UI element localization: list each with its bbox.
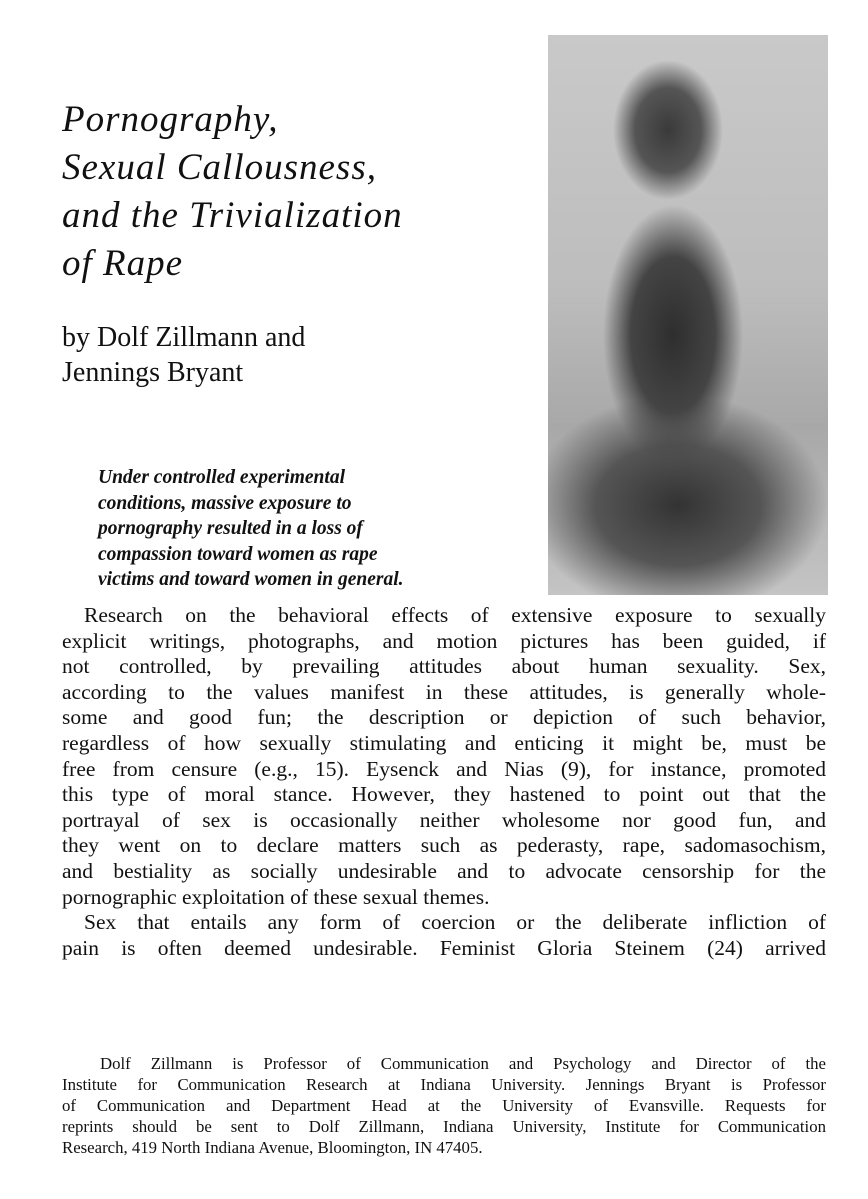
byline-line: by Dolf Zillmann and — [62, 322, 306, 353]
body-text — [62, 603, 826, 961]
title-line: of Rape — [62, 243, 184, 284]
body-line: regardless of how sexually stimulating and enticing it might be, must be — [62, 730, 826, 755]
body-line: some and good fun; the description or depiction of such behavior, — [62, 705, 826, 730]
body-line: free from censure (e.g., 15). Eysenck and Nias (9), for instance, promoted — [62, 756, 826, 781]
seated-woman-illustration — [548, 35, 828, 595]
abstract-line: compassion toward women as rape — [98, 543, 378, 565]
body-line: pornographic exploitation of these sexual themes. — [62, 884, 490, 909]
body-line: Sex that entails any form of coercion or the deliberate infliction of — [84, 910, 826, 935]
abstract-line: pornography resulted in a loss of — [98, 518, 363, 539]
body-line: not controlled, by prevailing attitudes about human sexuality. Sex, — [62, 654, 826, 679]
title-line: and the Trivialization — [62, 195, 403, 236]
body-line: and bestiality as socially undesirable and to advocate censorship for the — [62, 858, 826, 883]
byline-line: Jennings Bryant — [62, 357, 244, 388]
abstract — [98, 465, 538, 593]
body-line: they went on to declare matters such as pederasty, rape, sadomasochism, — [62, 833, 826, 858]
body-line: pain is often deemed undesirable. Feminist Gloria Steinem (24) arrived — [62, 935, 826, 960]
footnote-line: Research, 419 North Indiana Avenue, Bloomington, IN 47405. — [62, 1138, 483, 1157]
abstract-line: victims and toward women in general. — [98, 569, 404, 590]
footnote-line: Institute for Communication Research at Indiana University. Jennings Bryant is Professor — [62, 1075, 826, 1094]
body-line: explicit writings, photographs, and motion pictures has been guided, if — [62, 628, 826, 653]
title-line: Pornography, — [62, 99, 279, 140]
footnote-line: Dolf Zillmann is Professor of Communication and Psychology and Director of the — [100, 1054, 826, 1073]
author-footnote — [62, 1053, 826, 1158]
article-title — [62, 96, 403, 288]
body-line: Research on the behavioral effects of extensive exposure to sexually — [84, 603, 826, 627]
body-line: portrayal of sex is occasionally neither wholesome nor good fun, and — [62, 807, 826, 832]
body-line: according to the values manifest in these attitudes, is generally whole- — [62, 679, 826, 704]
footnote-line: reprints should be sent to Dolf Zillmann, Indiana University, Institute for Communication — [62, 1117, 826, 1136]
body-line: this type of moral stance. However, they hastened to point out that the — [62, 782, 826, 807]
footnote-line: of Communication and Department Head at the University of Evansville. Requests for — [62, 1096, 826, 1115]
byline — [62, 320, 305, 390]
title-line: Sexual Callousness, — [62, 147, 377, 188]
abstract-line: conditions, massive exposure to — [98, 492, 352, 514]
abstract-line: Under controlled experimental — [98, 467, 345, 488]
